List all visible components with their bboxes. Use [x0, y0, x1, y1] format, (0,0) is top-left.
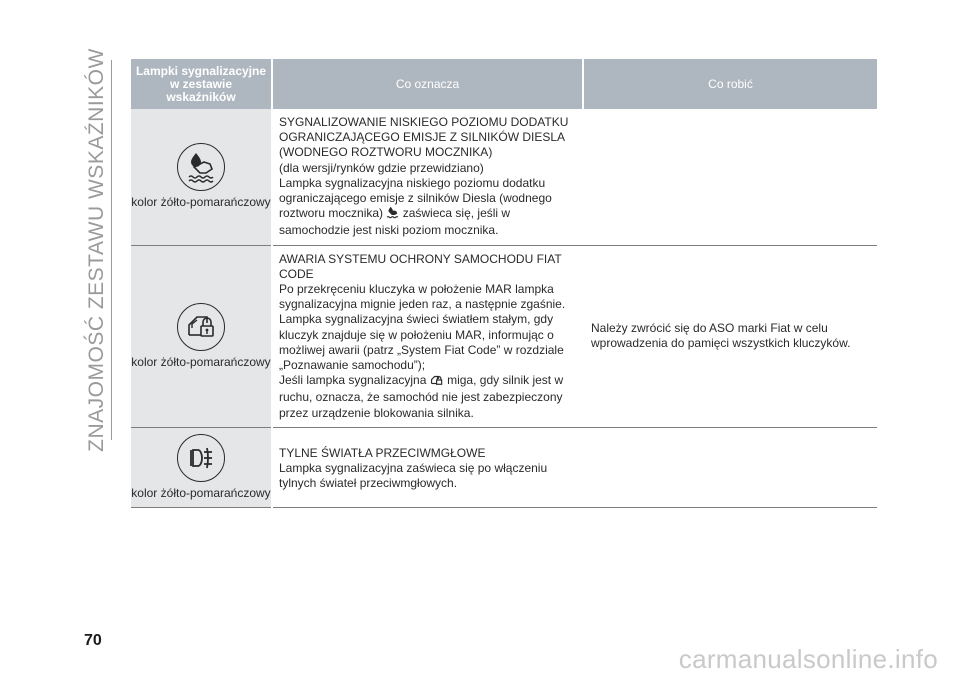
color-label: kolor żółto-pomarańczowy [131, 485, 271, 500]
color-label: kolor żółto-pomarańczowy [131, 195, 271, 210]
table-row [131, 245, 877, 427]
icon-cell [131, 245, 272, 427]
table-row [131, 427, 877, 507]
adblue-level-inline-icon [386, 206, 399, 223]
adblue-level-icon [177, 143, 225, 191]
meaning-cell: TYLNE ŚWIATŁA PRZECIWMGŁOWE Lampka sygnalizacyjna zaświeca się po włączeniu tylnych świateł przeciwmgłowych. [272, 427, 583, 507]
meaning-cell: SYGNALIZOWANIE NISKIEGO POZIOMU DODATKU OGRANICZAJĄCEGO EMISJE Z SILNIKÓW DIESLA (WODNEGO ROZTWORU MOCZNIKA) (dla wersji/rynków gdzie przewidziano) Lampka sygnalizacyjna niskiego poziomu dodatku ograniczającego emisje z silników Diesla (wodnego roztworu mocznika) zaświeca się, jeśli w samochodzie jest niski poziom mocznika. [272, 109, 583, 245]
header-warning-lights: Lampki sygnalizacyjne w zestawie wskaźników [131, 59, 272, 109]
section-title: ZNAJOMOŚĆ ZESTAWU WSKAŹNIKÓW [85, 48, 109, 452]
warning-lights-table [131, 59, 877, 508]
rear-fog-light-icon [177, 434, 225, 482]
icon-cell [131, 427, 272, 507]
action-cell [583, 427, 877, 507]
page-number: 70 [84, 632, 102, 649]
color-label: kolor żółto-pomarańczowy [131, 354, 271, 369]
table-row [131, 109, 877, 245]
table-header-row [131, 59, 877, 109]
section-divider [111, 60, 112, 440]
action-cell: Należy zwrócić się do ASO marki Fiat w celu wprowadzenia do pamięci wszystkich kluczyków. [583, 245, 877, 427]
header-action: Co robić [583, 59, 877, 109]
fiat-code-inline-icon [430, 374, 444, 390]
header-meaning: Co oznacza [272, 59, 583, 109]
watermark: carmanualsonline.info [678, 644, 938, 674]
action-cell [583, 109, 877, 245]
fiat-code-immobilizer-icon [177, 303, 225, 351]
meaning-cell: AWARIA SYSTEMU OCHRONY SAMOCHODU FIAT CODE Po przekręceniu kluczyka w położenie MAR lampka sygnalizacyjna mignie jeden raz, a następnie zgaśnie. Lampka sygnalizacyjna świeci światłem stałym, gdy kluczyk znajduje się w położeniu MAR, informując o możliwej awarii (patrz „System Fiat Code” w rozdziale „Poznawanie samochodu”); Jeśli lampka sygnalizacyjna miga, gdy silnik jest w ruchu, oznacza, że samochód nie jest zabezpieczony przez urządzenie blokowania silnika. [272, 245, 583, 427]
icon-cell [131, 109, 272, 245]
